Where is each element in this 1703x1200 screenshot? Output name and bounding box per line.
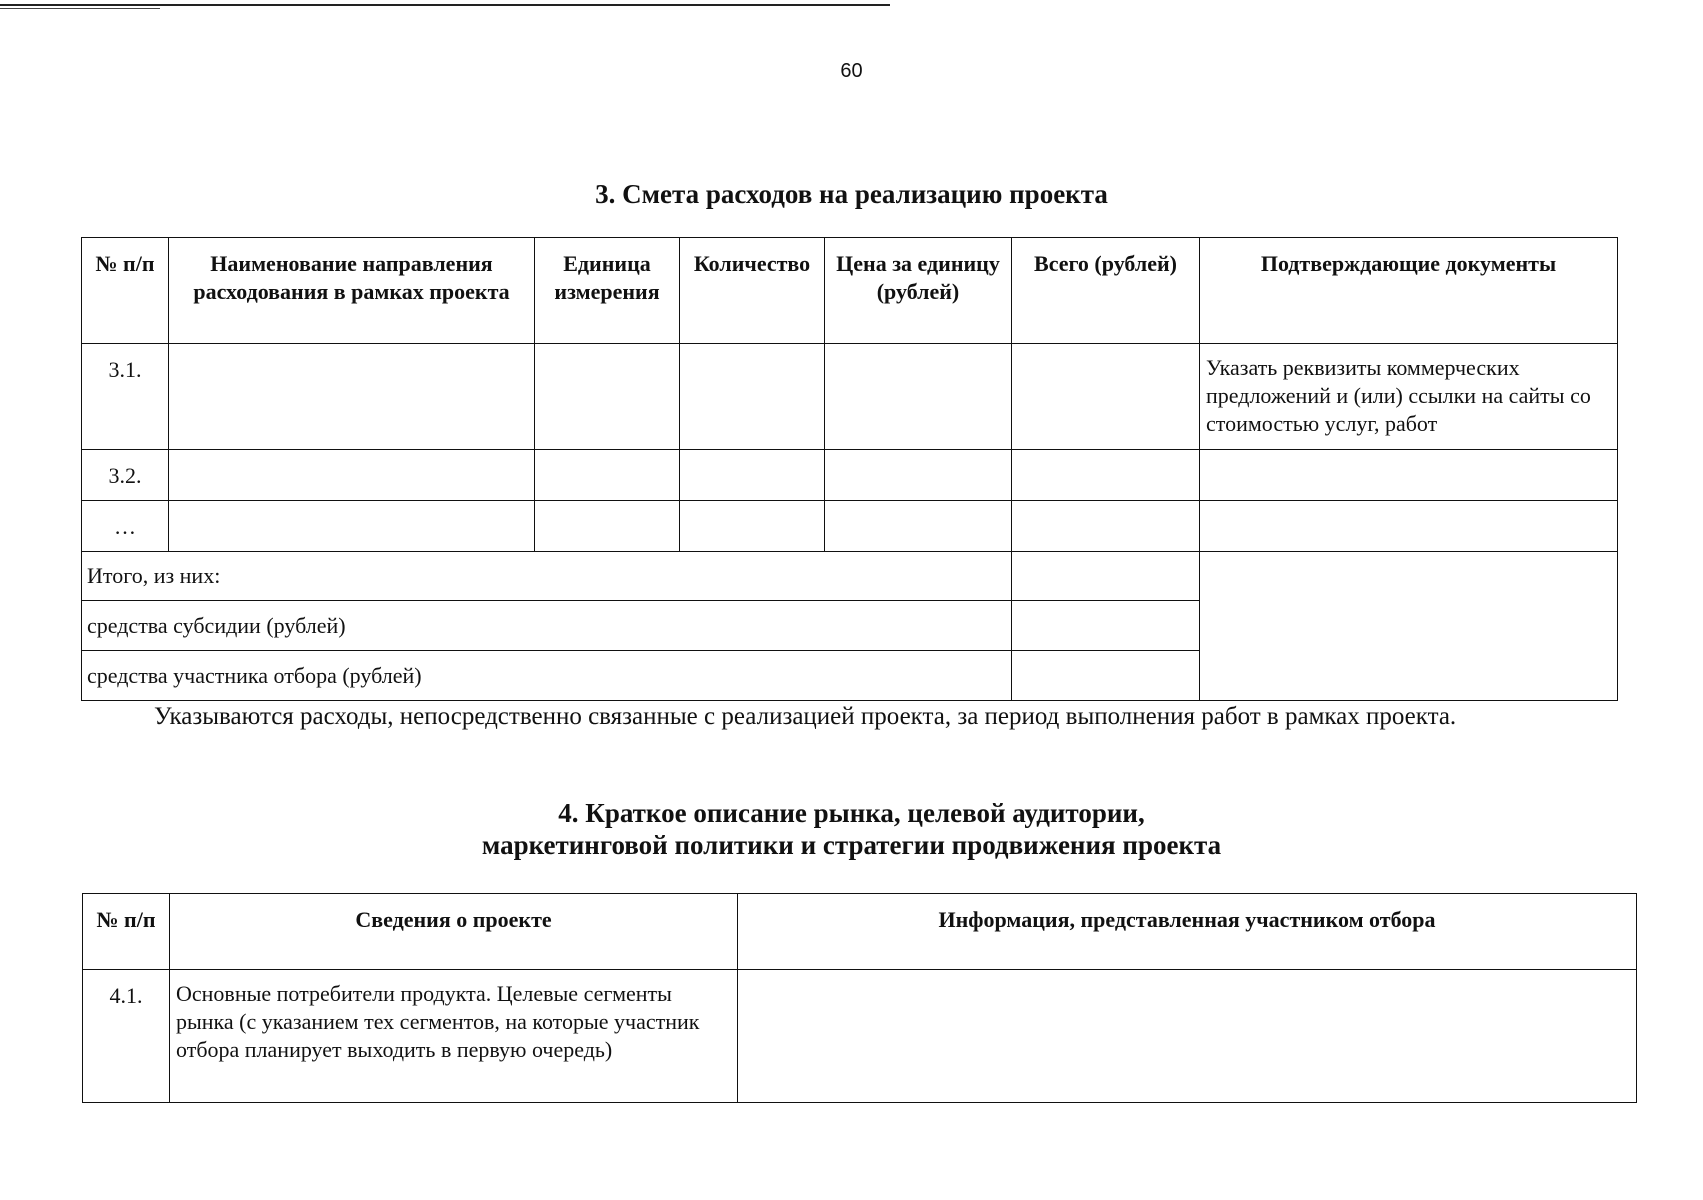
participant-funds-value-cell[interactable] [1012,651,1200,701]
budget-note: Указываются расходы, непосредственно связанные с реализацией проекта, за период выполнения работ в рамках проекта. [154,703,1457,730]
market-table [82,893,1637,1103]
row-number: 3.2. [82,450,169,501]
total-row [82,552,1618,601]
totals-docs-cell [1200,552,1618,701]
unit-price-cell[interactable] [825,501,1012,552]
expense-name-cell[interactable] [169,501,535,552]
unit-cell[interactable] [535,450,680,501]
unit-price-cell[interactable] [825,344,1012,450]
expense-name-cell[interactable] [169,344,535,450]
quantity-cell[interactable] [680,501,825,552]
supporting-docs-cell[interactable] [1200,450,1618,501]
total-cell[interactable] [1012,450,1200,501]
table-row [82,344,1618,450]
header-quantity: Количество [680,238,825,344]
header-participant-info: Информация, представленная участником отбора [738,894,1637,970]
supporting-docs-cell[interactable]: Указать реквизиты коммерческих предложений и (или) ссылки на сайты со стоимостью услуг, работ [1200,344,1618,450]
header-unit-price: Цена за единицу (рублей) [825,238,1012,344]
total-cell[interactable] [1012,501,1200,552]
participant-info-cell[interactable] [738,970,1637,1103]
top-rule-short [0,8,160,9]
quantity-cell[interactable] [680,450,825,501]
row-number: 4.1. [83,970,170,1103]
budget-table [81,237,1618,701]
unit-cell[interactable] [535,501,680,552]
supporting-docs-cell[interactable] [1200,501,1618,552]
section-3-title: 3. Смета расходов на реализацию проекта [595,179,1108,209]
header-expense-name: Наименование направления расходования в рамках проекта [169,238,535,344]
quantity-cell[interactable] [680,344,825,450]
participant-funds-label: средства участника отбора (рублей) [82,651,1012,701]
header-num: № п/п [82,238,169,344]
row-number: 3.1. [82,344,169,450]
header-total: Всего (рублей) [1012,238,1200,344]
subsidy-label: средства субсидии (рублей) [82,601,1012,651]
page-number: 60 [840,60,863,82]
unit-price-cell[interactable] [825,450,1012,501]
subsidy-value-cell[interactable] [1012,601,1200,651]
expense-name-cell[interactable] [169,450,535,501]
table-row [83,970,1637,1103]
budget-header-row [82,238,1618,344]
header-project-info: Сведения о проекте [170,894,738,970]
table-row [82,450,1618,501]
unit-cell[interactable] [535,344,680,450]
section-4-title-line-2: маркетинговой политики и стратегии продвижения проекта [481,830,1222,860]
total-cell[interactable] [1012,344,1200,450]
total-value-cell[interactable] [1012,552,1200,601]
row-number: … [82,501,169,552]
header-supporting-docs: Подтверждающие документы [1200,238,1618,344]
total-label: Итого, из них: [82,552,1012,601]
section-4-title-line-1: 4. Краткое описание рынка, целевой аудитории, [558,798,1145,828]
market-header-row [83,894,1637,970]
project-info-cell: Основные потребители продукта. Целевые сегменты рынка (с указанием тех сегментов, на которые участник отбора планирует выходить в первую очередь) [170,970,738,1103]
top-rule [0,4,890,6]
header-unit: Единица измерения [535,238,680,344]
header-num: № п/п [83,894,170,970]
table-row [82,501,1618,552]
